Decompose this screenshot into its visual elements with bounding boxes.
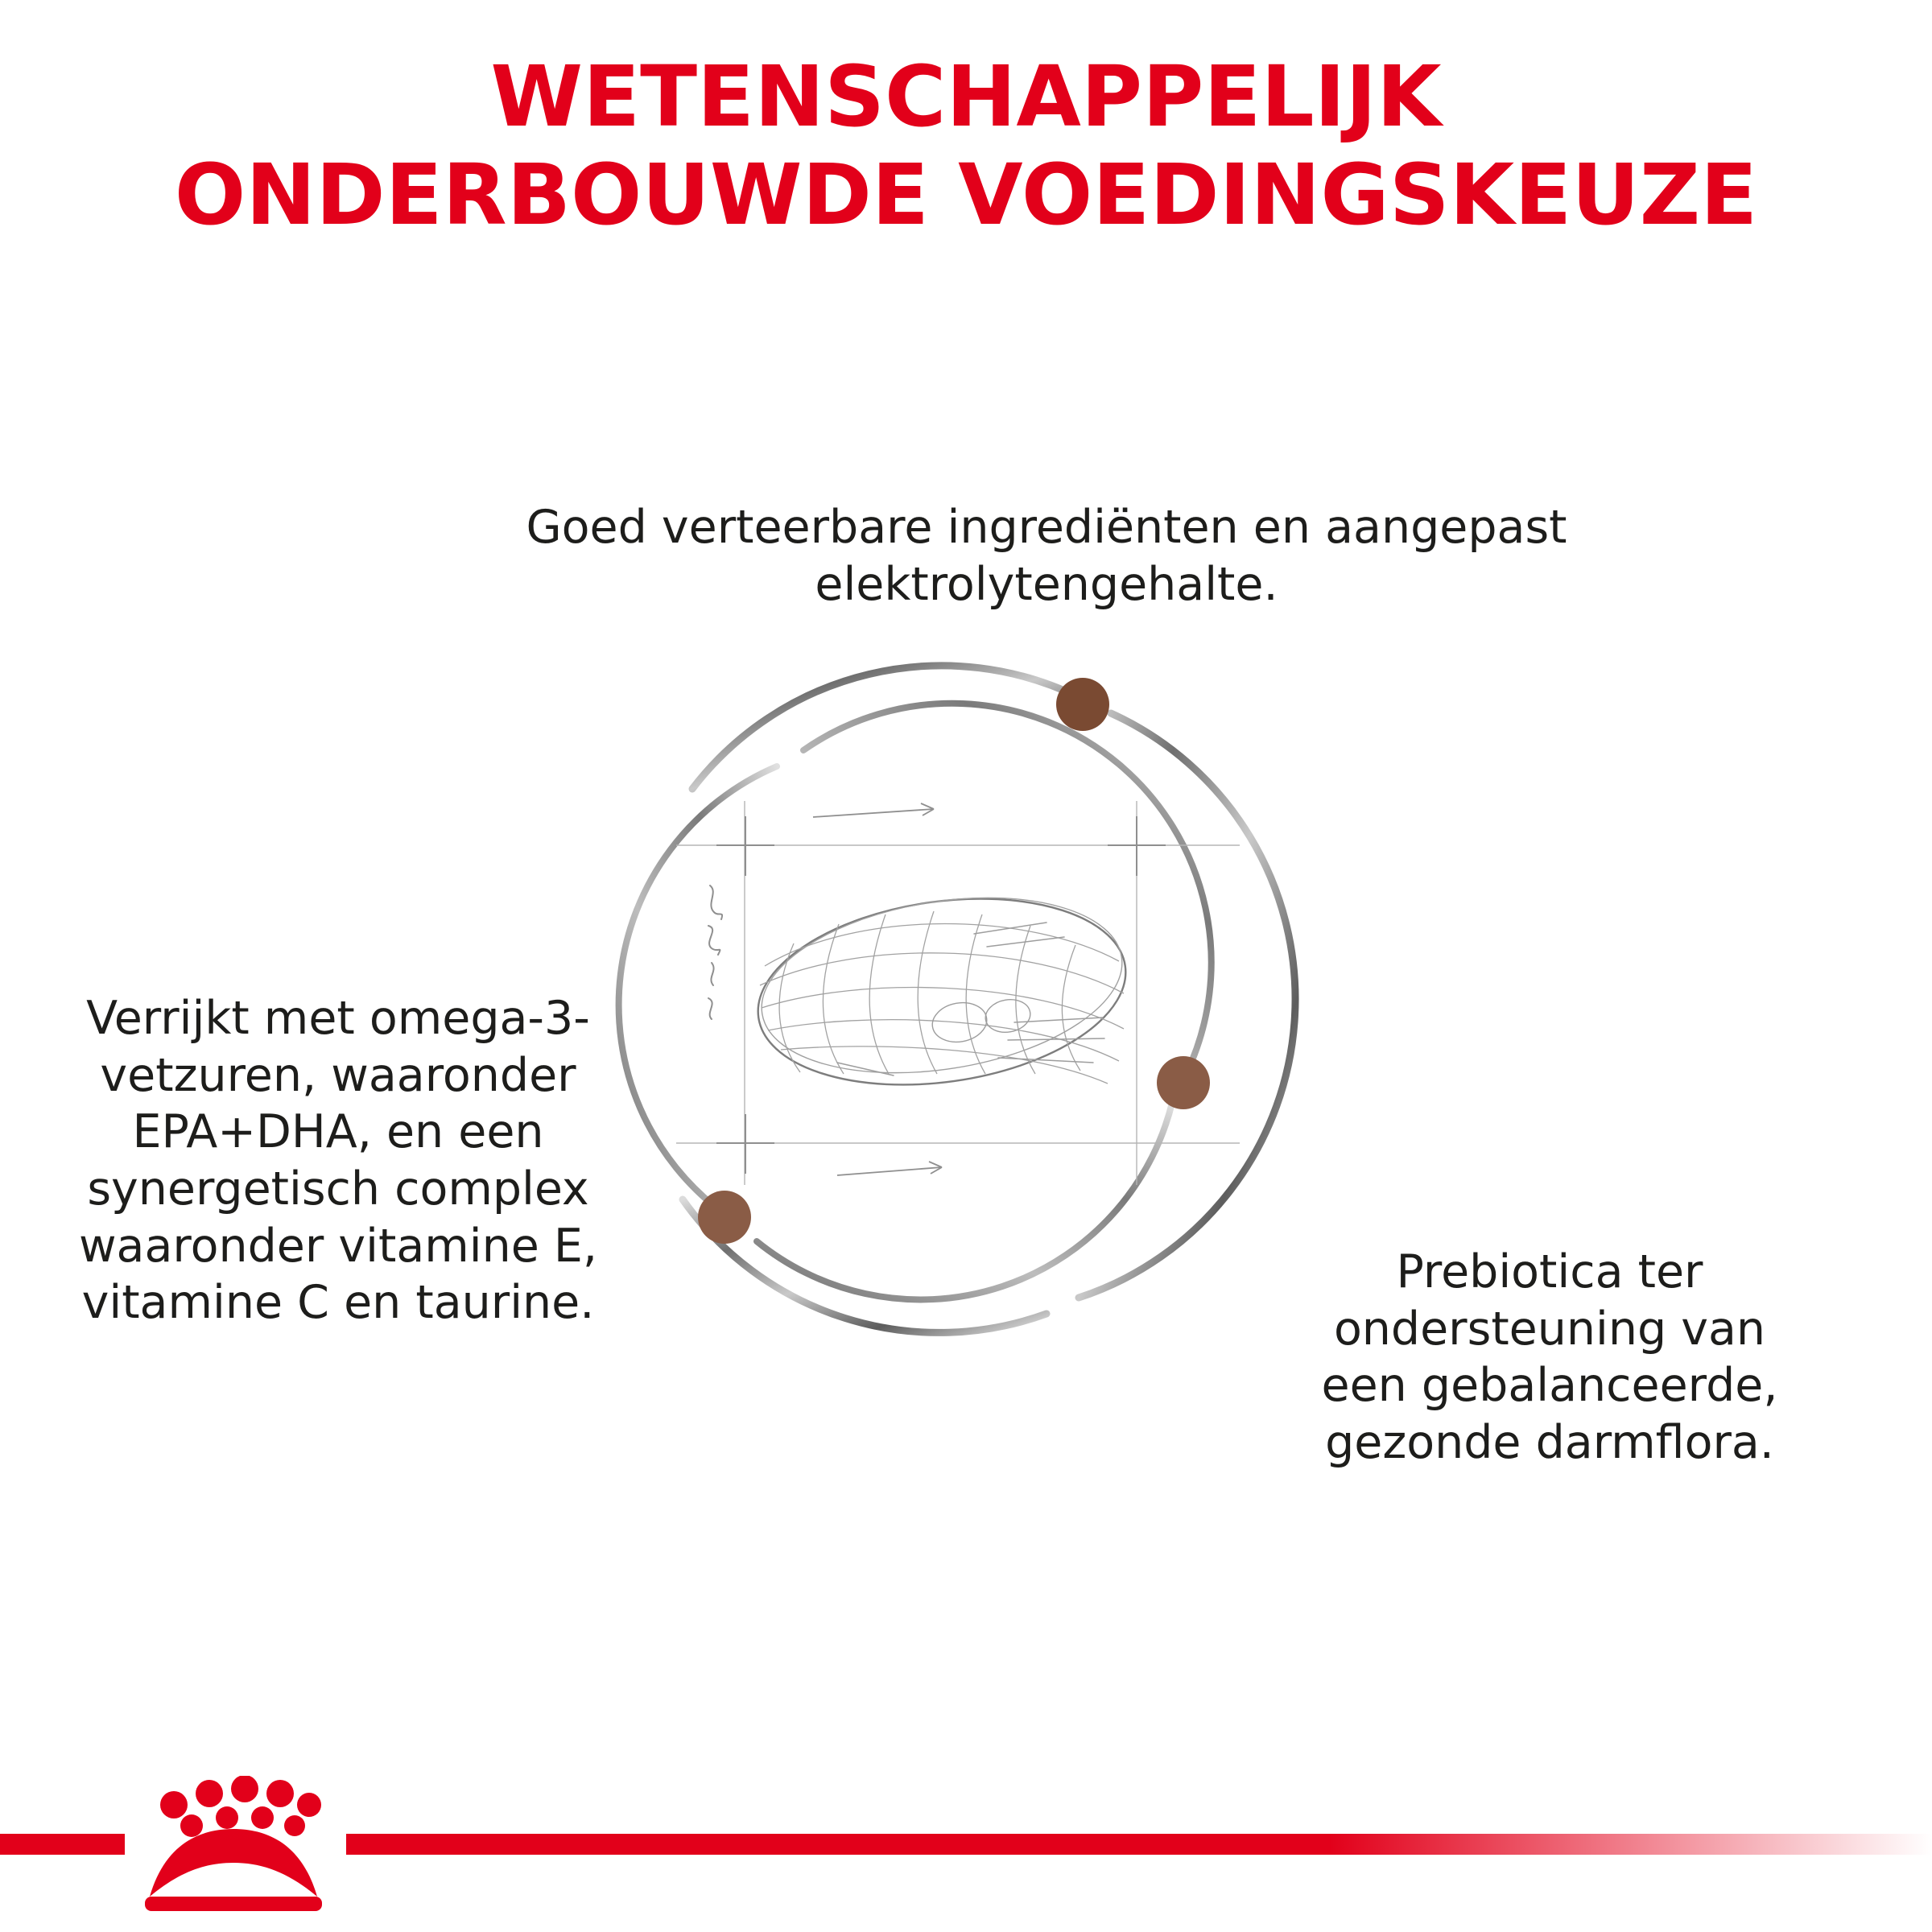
dot-left [698, 1191, 751, 1244]
callout-right-text: Prebiotica ter ondersteuning van een gebalanceerde, gezonde darmflora. [1321, 1245, 1778, 1470]
dot-top [1056, 678, 1109, 731]
page-title-line-2: ONDERBOUWDE VOEDINGSKEUZE [174, 145, 1758, 244]
callout-left-text: Verrijkt met omega-3-vetzuren, waaronder EPA+DHA, en een synergetisch complex waaronder vitamine E, vitamine C en taurine. [78, 992, 598, 1330]
footer-bar-right [346, 1834, 1932, 1855]
nutrition-diagram [596, 644, 1304, 1352]
kibble-sketch-icon [676, 801, 1240, 1185]
footer [0, 1747, 1932, 1932]
page-title [0, 48, 1932, 244]
royal-canin-crown-logo [143, 1776, 324, 1913]
page-title-line-1: WETENSCHAPPELIJK [490, 47, 1442, 146]
dot-right [1157, 1056, 1210, 1109]
footer-bar-left [0, 1834, 125, 1855]
callout-top-text: Goed verteerbare ingrediënten en aangepast elektrolytengehalte. [526, 501, 1567, 611]
